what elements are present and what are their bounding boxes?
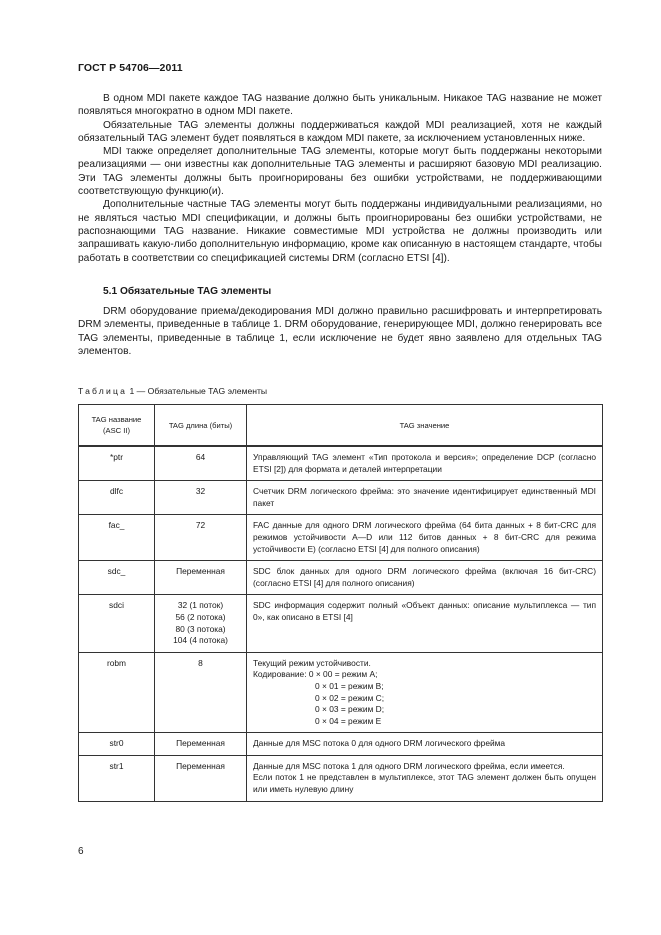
tag-value-line: Текущий режим устойчивости. [253, 657, 371, 668]
tag-value-line: SDC блок данных для одного DRM логического фрейма (включая 16 бит-CRC) (согласно ETSI [4] для полного описания) [253, 566, 596, 588]
tag-value-cell [247, 595, 603, 652]
table-caption-title: 1 — Обязательные TAG элементы [127, 386, 268, 396]
tag-length-cell [155, 652, 247, 733]
tag-value-cell [247, 755, 603, 801]
tag-length-cell [155, 515, 247, 561]
tag-length-cell [155, 446, 247, 481]
column-header-value: TAG значение [247, 405, 603, 447]
tag-value-line: Данные для MSC потока 1 для одного DRM логического фрейма, если имеется. [253, 760, 565, 771]
tag-value-cell [247, 481, 603, 515]
tag-value-line: Если поток 1 не представлен в мультиплексе, этот TAG элемент должен быть опущен или иметь нулевую длину [253, 772, 596, 795]
coding-line: 0 × 03 = режим D; [315, 704, 385, 715]
tag-length-line: 80 (3 потока) [175, 623, 226, 634]
tag-name-cell: sdc_ [79, 561, 155, 595]
document-header: ГОСТ Р 54706—2011 [78, 62, 183, 74]
tag-length-cell [155, 733, 247, 756]
column-header-name: TAG название (ASC II) [79, 405, 155, 447]
table-header-row [79, 405, 603, 447]
column-header-length: TAG длина (биты) [155, 405, 247, 447]
tag-value-cell [247, 733, 603, 756]
table-row [79, 515, 603, 561]
tag-value-line: Управляющий TAG элемент «Тип протокола и версия»; определение DCP (согласно ETSI [2]) для формата и деталей интерпретации [253, 452, 596, 474]
tag-name-cell: dlfc [79, 481, 155, 515]
page-number: 6 [78, 846, 84, 857]
tag-length-cell [155, 595, 247, 652]
tag-value-line: SDC информация содержит полный «Объект данных: описание мультиплекса — тип 0», как описано в ETSI [4] [253, 600, 596, 622]
tag-length-line: Переменная [176, 738, 225, 749]
table-row [79, 446, 603, 481]
tag-name-cell: str1 [79, 755, 155, 801]
table-row [79, 595, 603, 652]
tag-value-line: Данные для MSC потока 0 для одного DRM логического фрейма [253, 738, 506, 749]
tag-value-cell [247, 652, 603, 733]
tag-value-line: Счетчик DRM логического фрейма: это значение идентифицирует единственный MDI пакет [253, 486, 596, 508]
tag-length-line: 8 [198, 657, 203, 668]
tag-value-line: FAC данные для одного DRM логического фрейма (64 бита данных + 8 бит-CRC для режимов устойчивости А—D или 112 битов данных + 8 бит-CRC для режима устойчивости Е) (согласно ETSI [4] для полного описания) [253, 520, 596, 554]
tag-value-line: Кодирование: 0 × 00 = режим А; [253, 669, 378, 680]
tag-length-cell [155, 755, 247, 801]
table-row [79, 733, 603, 756]
table-row [79, 481, 603, 515]
tag-elements-table [78, 404, 603, 802]
tag-length-line: 32 (1 поток) [177, 600, 224, 611]
tag-length-line: 72 [195, 520, 206, 531]
paragraph: Дополнительные частные TAG элементы могут быть поддержаны индивидуальными реализациями, но не являться частью MDI спецификации, и должны быть проигнорированы без ошибки устройствами, не распознающими TAG название. Никакие совместимые MDI устройства не должны производить или запрашивать какую-либо дополнительную информацию, кроме как описанную в настоящем стандарте, чтобы работать в соответствии со спецификацией системы DRM (согласно ETSI [4]). [78, 199, 602, 264]
tag-length-line: 104 (4 потока) [173, 635, 228, 646]
tag-length-line: 56 (2 потока) [175, 611, 226, 622]
intro-text [78, 92, 602, 265]
coding-line: 0 × 01 = режим В; [315, 680, 384, 691]
tag-value-cell [247, 446, 603, 481]
tag-length-cell [155, 561, 247, 595]
tag-length-line: 32 [195, 486, 206, 497]
section-text [78, 305, 602, 358]
coding-line: 0 × 04 = режим Е [315, 715, 382, 726]
tag-value-cell [247, 561, 603, 595]
tag-name-cell: fac_ [79, 515, 155, 561]
tag-name-cell: str0 [79, 733, 155, 756]
tag-length-line: Переменная [176, 566, 225, 577]
paragraph: DRM оборудование приема/декодирования MDI должно правильно расшифровать и интерпретировать DRM элементы, приведенные в таблице 1. DRM оборудование, генерирующее MDI, должно генерировать все TAG элементы, приведенные в таблице 1, если исключение не будет явно заявлено для отдельных TAG элементов. [78, 306, 602, 357]
paragraph: В одном MDI пакете каждое TAG название должно быть уникальным. Никакое TAG название не может появляться многократно в одном MDI пакете. [78, 93, 602, 118]
table-row [79, 561, 603, 595]
table-row [79, 652, 603, 733]
tag-name-cell: robm [79, 652, 155, 733]
tag-length-line: 64 [195, 452, 206, 462]
table-caption-label: Таблица [78, 386, 128, 396]
section-heading: 5.1 Обязательные TAG элементы [103, 286, 272, 297]
coding-line: 0 × 02 = режим С; [315, 692, 385, 703]
tag-name-cell: *ptr [79, 446, 155, 481]
tag-name-cell: sdci [79, 595, 155, 652]
table-row [79, 755, 603, 801]
table-caption [78, 386, 267, 396]
paragraph: MDI также определяет дополнительные TAG элементы, которые могут быть поддержаны некоторыми реализациями — они известны как дополнительные TAG элементы и расширяют базовую MDI реализацию. Эти TAG элементы должны быть проигнорированы без ошибки устройствами, не поддерживающими соответствующую функцию(и). [78, 146, 602, 198]
tag-length-line: Переменная [176, 760, 225, 771]
tag-value-cell [247, 515, 603, 561]
paragraph: Обязательные TAG элементы должны поддерживаться каждой MDI реализацией, хотя не каждый обязательный TAG элемент будет появляться в каждом MDI пакете, за исключением установленных ниже. [78, 119, 602, 144]
table-body [79, 446, 603, 801]
tag-length-cell [155, 481, 247, 515]
